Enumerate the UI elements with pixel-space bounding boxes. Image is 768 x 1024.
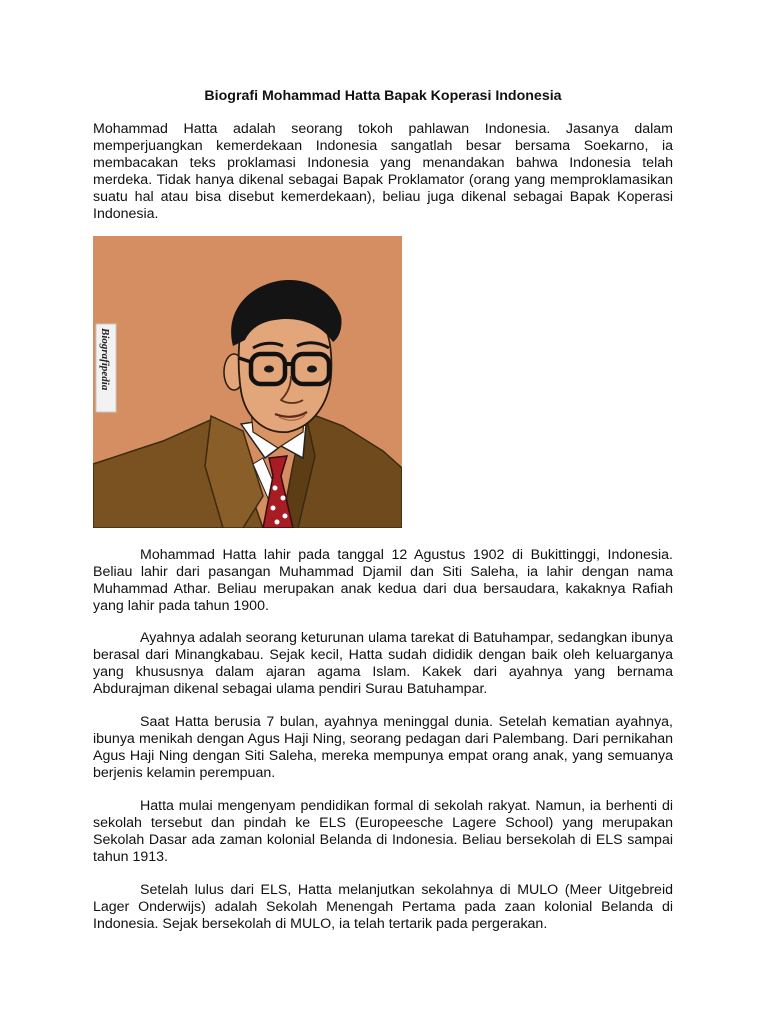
family-paragraph: Ayahnya adalah seorang keturunan ulama tarekat di Batuhampar, sedangkan ibunya berasal dari Minangkabau. Sejak kecil, Hatta sudah dididik dengan baik oleh keluarganya yang khususnya dalam ajaran agama Islam. Kakek dari ayahnya yang bernama Abdurajman dikenal sebagai ulama pendiri Surau Batuhampar. xyxy=(93,630,673,697)
portrait-illustration xyxy=(93,236,402,528)
portrait-drawing xyxy=(93,236,402,528)
eye-left xyxy=(264,366,274,373)
education-paragraph: Hatta mulai mengenyam pendidikan formal di sekolah rakyat. Namun, ia berhenti di sekolah tersebut dan pindah ke ELS (Europeesche Lagere School) yang merupakan Sekolah Dasar ada zaman kolonial Belanda di Indonesia. Beliau bersekolah di ELS sampai tahun 1913. xyxy=(93,798,673,865)
watermark-text: Biografipedia xyxy=(99,328,111,391)
father-death-paragraph: Saat Hatta berusia 7 bulan, ayahnya meninggal dunia. Setelah kematian ayahnya, ibunya menikah dengan Agus Haji Ning, seorang pedagan dari Palembang. Dari pernikahan Agus Haji Ning dengan Siti Saleha, mereka mempunya empat orang anak, yang semuanya berjenis kelamin perempuan. xyxy=(93,714,673,781)
intro-paragraph: Mohammad Hatta adalah seorang tokoh pahlawan Indonesia. Jasanya dalam memperjuangkan kemerdekaan Indonesia sangatlah besar bersama Soekarno, ia membacakan teks proklamasi Indonesia yang menandakan bahwa Indonesia telah merdeka. Tidak hanya dikenal sebagai Bapak Proklamator (orang yang memproklamasikan suatu hal atau bisa disebut kemerdekaan), beliau juga dikenal sebagai Bapak Koperasi Indonesia. xyxy=(93,121,673,222)
eye-right xyxy=(307,366,317,373)
tie-dot xyxy=(273,486,278,491)
tie-dot xyxy=(283,514,288,519)
tie-dot xyxy=(271,506,276,511)
birth-paragraph: Mohammad Hatta lahir pada tanggal 12 Agustus 1902 di Bukittinggi, Indonesia. Beliau lahir dari pasangan Muhammad Djamil dan Siti Saleha, ia lahir dengan nama Muhammad Athar. Beliau merupakan anak kedua dari dua bersaudara, kakaknya Rafiah yang lahir pada tahun 1900. xyxy=(93,547,673,614)
tie-dot xyxy=(275,520,280,525)
tie-dot xyxy=(281,496,286,501)
mulo-paragraph: Setelah lulus dari ELS, Hatta melanjutkan sekolahnya di MULO (Meer Uitgebreid Lager Onderwijs) adalah Sekolah Menengah Pertama pada zaan kolonial Belanda di Indonesia. Sejak bersekolah di MULO, ia telah tertarik pada pergerakan. xyxy=(93,882,673,932)
document-title: Biografi Mohammad Hatta Bapak Koperasi Indonesia xyxy=(204,88,562,104)
